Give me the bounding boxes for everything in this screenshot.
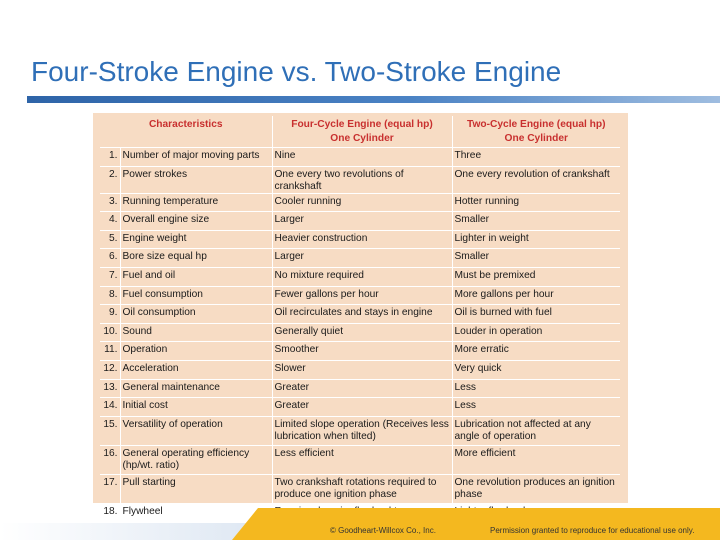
table-row: [100, 193, 620, 212]
row-two-cycle-value: Lubrication not affected at any angle of operation: [452, 416, 620, 445]
row-two-cycle-value: Must be premixed: [452, 267, 620, 286]
table-row: [100, 445, 620, 474]
row-characteristic: General maintenance: [120, 379, 272, 398]
row-number: 4.: [100, 212, 120, 231]
row-number: 1.: [100, 148, 120, 167]
row-characteristic: Versatility of operation: [120, 416, 272, 445]
footer-gold-band: [232, 508, 720, 540]
row-two-cycle-value: Oil is burned with fuel: [452, 305, 620, 324]
row-four-cycle-value: Slower: [272, 360, 452, 379]
row-characteristic: Sound: [120, 323, 272, 342]
row-characteristic: General operating efficiency (hp/wt. ratio): [120, 445, 272, 474]
row-number: 18.: [100, 503, 120, 542]
row-four-cycle-value: One every two revolutions of crankshaft: [272, 166, 452, 193]
row-characteristic: Engine weight: [120, 230, 272, 249]
table-row: [100, 166, 620, 193]
table-row: [100, 416, 620, 445]
row-two-cycle-value: More erratic: [452, 342, 620, 361]
row-four-cycle-value: Smoother: [272, 342, 452, 361]
row-number: 10.: [100, 323, 120, 342]
row-four-cycle-value: Limited slope operation (Receives less lubrication when tilted): [272, 416, 452, 445]
row-number: 7.: [100, 267, 120, 286]
table-row: [100, 342, 620, 361]
table-row: [100, 286, 620, 305]
row-characteristic: Fuel and oil: [120, 267, 272, 286]
row-number: 15.: [100, 416, 120, 445]
comparison-table: [100, 116, 620, 543]
row-two-cycle-value: Hotter running: [452, 193, 620, 212]
row-number: 12.: [100, 360, 120, 379]
row-two-cycle-value: Louder in operation: [452, 323, 620, 342]
row-number: 6.: [100, 249, 120, 268]
row-four-cycle-value: Fewer gallons per hour: [272, 286, 452, 305]
row-characteristic: Initial cost: [120, 398, 272, 417]
row-four-cycle-value: Two crankshaft rotations required to produce one ignition phase: [272, 474, 452, 503]
row-two-cycle-value: Very quick: [452, 360, 620, 379]
row-two-cycle-value: More gallons per hour: [452, 286, 620, 305]
row-number: 16.: [100, 445, 120, 474]
row-four-cycle-value: Heavier construction: [272, 230, 452, 249]
copyright-text: © Goodheart-Willcox Co., Inc.: [330, 526, 436, 535]
row-number: 9.: [100, 305, 120, 324]
table-row: [100, 148, 620, 167]
row-two-cycle-value: One every revolution of crankshaft: [452, 166, 620, 193]
comparison-table-panel: [93, 113, 628, 517]
row-characteristic: Pull starting: [120, 474, 272, 503]
row-characteristic: Number of major moving parts: [120, 148, 272, 167]
row-four-cycle-value: Less efficient: [272, 445, 452, 474]
table-row: [100, 212, 620, 231]
row-four-cycle-value: Nine: [272, 148, 452, 167]
title-underline-bar: [27, 96, 720, 103]
row-two-cycle-value: Smaller: [452, 249, 620, 268]
row-characteristic: Running temperature: [120, 193, 272, 212]
slide-title: Four-Stroke Engine vs. Two-Stroke Engine: [31, 56, 562, 87]
row-four-cycle-value: No mixture required: [272, 267, 452, 286]
table-row: [100, 249, 620, 268]
table-header-row: [100, 116, 620, 148]
row-characteristic: Operation: [120, 342, 272, 361]
row-two-cycle-value: More efficient: [452, 445, 620, 474]
row-number: 14.: [100, 398, 120, 417]
row-number: 3.: [100, 193, 120, 212]
row-number: 8.: [100, 286, 120, 305]
row-four-cycle-value: Larger: [272, 212, 452, 231]
row-characteristic: Power strokes: [120, 166, 272, 193]
table-row: [100, 398, 620, 417]
table-row: [100, 360, 620, 379]
row-characteristic: Overall engine size: [120, 212, 272, 231]
row-number: 2.: [100, 166, 120, 193]
table-row: [100, 474, 620, 503]
row-number: 11.: [100, 342, 120, 361]
header-characteristics: Characteristics: [100, 116, 272, 148]
row-four-cycle-value: Generally quiet: [272, 323, 452, 342]
row-characteristic: Bore size equal hp: [120, 249, 272, 268]
row-four-cycle-value: Oil recirculates and stays in engine: [272, 305, 452, 324]
row-four-cycle-value: Greater: [272, 379, 452, 398]
row-characteristic: Acceleration: [120, 360, 272, 379]
row-four-cycle-value: Greater: [272, 398, 452, 417]
header-two-cycle: Two-Cycle Engine (equal hp) One Cylinder: [452, 116, 620, 148]
table-row: [100, 267, 620, 286]
row-four-cycle-value: Cooler running: [272, 193, 452, 212]
row-characteristic: Flywheel: [120, 503, 272, 542]
slide-footer: [0, 508, 720, 540]
permission-text: Permission granted to reproduce for educational use only.: [490, 526, 695, 535]
row-number: 17.: [100, 474, 120, 503]
row-number: 5.: [100, 230, 120, 249]
row-four-cycle-value: Larger: [272, 249, 452, 268]
row-characteristic: Oil consumption: [120, 305, 272, 324]
table-row: [100, 230, 620, 249]
row-number: 13.: [100, 379, 120, 398]
row-two-cycle-value: One revolution produces an ignition phase: [452, 474, 620, 503]
row-two-cycle-value: Less: [452, 398, 620, 417]
row-two-cycle-value: Lighter in weight: [452, 230, 620, 249]
header-four-cycle: Four-Cycle Engine (equal hp) One Cylinder: [272, 116, 452, 148]
table-row: [100, 379, 620, 398]
table-row: [100, 305, 620, 324]
row-characteristic: Fuel consumption: [120, 286, 272, 305]
row-two-cycle-value: Smaller: [452, 212, 620, 231]
row-two-cycle-value: Three: [452, 148, 620, 167]
footer-stripe: [0, 523, 250, 540]
table-row: [100, 323, 620, 342]
row-two-cycle-value: Less: [452, 379, 620, 398]
